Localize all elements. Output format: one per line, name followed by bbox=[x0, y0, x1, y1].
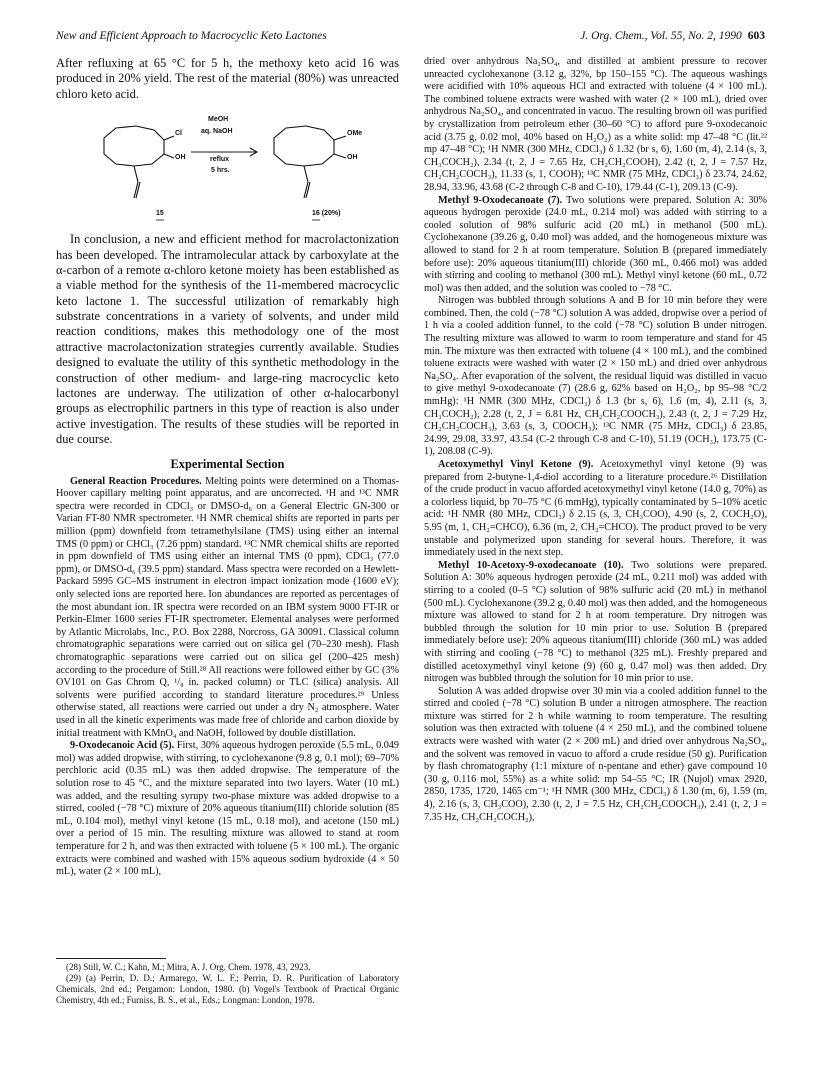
footnote-rule bbox=[56, 958, 166, 959]
reagent-reflux: reflux bbox=[210, 156, 230, 164]
reagent-time: 5 hrs. bbox=[211, 167, 230, 175]
chain-right bbox=[304, 166, 308, 182]
carbonyl-left bbox=[134, 182, 138, 198]
methyl-acetoxy-paragraph-2: Solution A was added dropwise over 30 min via a cooled addition funnel to the stirred and cooled (−78 °C) solution B under a nitrogen atmosphere. The reaction mixture was stirred for 2 h while warming to room temperature. The resulting solution was then extracted with toluene (4 × 250 mL), and the combined toluene extracts were washed with water (2 × 200 mL) and dried over anhydrous Na₂SO₄, and the solvent was removed in vacuo to afford a crude residue (50 g). Purification by flash chromatography (1:1 mixture of n-pentane and ether) gave compound 10 (30 g, 0.116 mol, 55%) as a white solid: mp 54–55 °C; IR (Nujol) νmax 2920, 2850, 1735, 1720, 1465 cm⁻¹; ¹H NMR (300 MHz, CDCl₃) δ 1.30 (m, 6), 1.59 (m, 4), 2.16 (s, 3, CH₃COO), 2.30 (t, 2, J = 7.5 Hz, CH₂CH₂COOCH₃), 2.41 (t, 2, J = 7.35 Hz, CH₂CH₂COCH₂), bbox=[424, 685, 767, 823]
footnote-28: (28) Still, W. C.; Kahn, M.; Mitra, A. J. Org. Chem. 1978, 43, 2923. bbox=[66, 962, 311, 972]
general-procedures-heading: General Reaction Procedures. bbox=[70, 475, 202, 487]
methyl-acetoxy-paragraph bbox=[424, 560, 767, 686]
general-procedures-text: Melting points were determined on a Thomas-Hoover capillary melting point apparatus, and are uncorrected. ¹H and ¹³C NMR spectra were recorded in CDCl₃ or DMSO-d₆ on a General Electric GN-300 or Varian FT-80 NMR spectrometer. ¹H NMR chemical shifts are reported in parts per million (ppm) downfield from tetramethylsilane (TMS) using either an internal TMS (0 ppm) or CHCl₃ (7.26 ppm) standard. ¹³C NMR chemical shifts are reported in ppm downfield of TMS using either an internal TMS (0 ppm), CDCl₃ (77.0 ppm), or DMSO-d₆ (39.5 ppm) standard. Mass spectra were recorded on a Hewlett-Packard 5995 GC–MS instrument in electron impact ionization mode (1600 eV); only selected ions are reported here. Ion abundances are reported as percentages of the most abundant ion. IR spectra were recorded on an IBM system 9000 FT-IR or Perkin-Elmer 1600 series FT-IR spectrometer. Elemental analyses were performed by Atlantic Microlabs, Inc., P.O. Box 2288, Norcross, GA 30091. Classical column chromatographic separations were carried out on silica gel (70–230 mesh). Flash chromatographic separations were carried out on silica gel (200–425 mesh) according to the procedure of Still.²⁸ All reactions were followed either by GC (3% OV101 on Gas Chrom Q, ¹/₈ in. packed column) or TLC (silica) analysis. All solvents were purified according to standard literature procedures.²⁹ Unless otherwise stated, all reactions were carried out under a dry N₂ atmosphere. Water used in all the kinetic experiments was made free of chloride and carbon dioxide by initial treatment with KMnO₄ and NaOH, followed by double distillation. bbox=[56, 475, 399, 739]
right-column bbox=[424, 56, 767, 824]
right-ring bbox=[274, 126, 334, 166]
label-oh-left: OH bbox=[175, 154, 186, 162]
carbonyl-right bbox=[304, 182, 308, 198]
oxodecanoic-acid-text: First, 30% aqueous hydrogen peroxide (5.5 mL, 0.049 mol) was added dropwise, with stirring, to cyclohexanone (9.8 g, 0.1 mol); 69–70% perchloric acid (0.35 mL) was then added dropwise. The temperature of the solution rose to 45 °C, and the mixture separated into two layers. Water (10 mL) was added, and the resulting syrupy two-phase mixture was added dropwise to a stirred, cooled (−78 °C) mixture of 20% aqueous titanium(III) chloride solution (85 mL, 0.104 mol), methyl vinyl ketone (15 mL, 0.18 mol), and acetone (150 mL) over a period of 15 min. The resulting mixture was allowed to stand at room temperature for 2 h, and was then extracted with toluene (5 × 100 mL). The organic extracts were combined and washed with 15% aqueous sodium hydroxide (4 × 50 mL), water (2 × 100 mL), bbox=[56, 740, 399, 878]
journal-citation bbox=[580, 30, 765, 42]
methyl-acetoxy-heading: Methyl 10-Acetoxy-9-oxodecanoate (10). bbox=[438, 559, 624, 571]
methyl-acetoxy-text: Two solutions were prepared. Solution A: 30% aqueous hydrogen peroxide (24 mL, 0.211 mol) was added with stirring to a cooled (0–5 °C) solution of 98% sulfuric acid (20 mL) in methanol (500 mL). Cyclohexanone (39.2 g, 0.40 mol) was then added, and the homogeneous mixture was allowed to stand for 2 h at room temperature. Dry nitrogen was bubbled through the solution for 10 min prior to use. Solution B (prepared immediately before use): 20% aqueous titanium(III) chloride (360 mL) was added with stirring and cooling (−78 °C) to methanol (325 mL). Freshly prepared and distilled acetoxymethyl vinyl ketone (9) (60 g, 0.47 mol) was then added. Dry nitrogen was bubbled through the solution for 10 min prior to use. bbox=[424, 559, 767, 685]
general-procedures-paragraph bbox=[56, 476, 399, 740]
running-header bbox=[56, 30, 765, 48]
oxodecanoic-acid-heading: 9-Oxodecanoic Acid (5). bbox=[70, 740, 175, 752]
ome-bond bbox=[334, 136, 346, 140]
methyl-oxodecanoate-paragraph bbox=[424, 195, 767, 296]
intro-paragraph: After refluxing at 65 °C for 5 h, the methoxy keto acid 16 was produced in 20% yield. The rest of the material (80%) was unreacted chloro keto acid. bbox=[56, 56, 399, 101]
acetoxymethyl-ketone-paragraph bbox=[424, 459, 767, 560]
compound-16-label: 16 (20%) bbox=[312, 210, 341, 218]
reaction-scheme bbox=[56, 106, 399, 224]
compound-15-label: 15 bbox=[156, 210, 164, 218]
label-oh-right: OH bbox=[347, 154, 358, 162]
chain-left bbox=[134, 166, 138, 182]
acetoxymethyl-ketone-heading: Acetoxymethyl Vinyl Ketone (9). bbox=[438, 459, 594, 470]
footnote-29: (29) (a) Perrin, D. D.; Armarego, W. L. F.; Perrin, D. R. Purification of Laboratory Chemicals, 2nd ed.; Pergamon: London, 1980. (b) Vogel's Textbook of Practical Organic Chemistry, 4th ed.; Furniss, B. S., et al., Eds.; Longman: London, 1978. bbox=[56, 972, 399, 1005]
reagent-methanol: MeOH bbox=[208, 116, 229, 124]
left-ring bbox=[104, 126, 164, 166]
continued-paragraph: dried over anhydrous Na₂SO₄, and distilled at ambient pressure to recover unreacted cyclohexanone (3.12 g, 32%, bp 150–155 °C). The aqueous washings were acidified with 10% aqueous HCl and extracted with toluene (4 × 100 mL). The combined toluene extracts were washed with water (2 × 100 mL), dried over anhydrous Na₂SO₄, and concentrated in vacuo. The resulting brown oil was purified by crystallization from petroleum ether (30–60 °C) to afford pure 9-oxodecanoic acid (3.75 g, 0.02 mol, 40% based on H₂O₂) as a white solid: mp 47–48 °C (lit.²² mp 47–48 °C); ¹H NMR (300 MHz, CDCl₃) δ 1.32 (br s, 6), 1.60 (m, 4), 2.14 (s, 3, CH₃COCH₂), 2.34 (t, 2, J = 7.65 Hz, CH₂CH₂COOH), 2.42 (t, 2, J = 7.57 Hz, CH₂CH₂COCH₃), 11.33 (s, 1, COOH); ¹³C NMR (75 MHz, CDCl₃) δ 23.74, 24.62, 28.94, 33.96, 43.68 (C-2 through C-8 and C-10), 179.44 (C-1), 209.13 (C-9). bbox=[424, 56, 767, 193]
reagent-naoh: aq. NaOH bbox=[201, 128, 233, 136]
footnotes bbox=[56, 962, 399, 1006]
conclusion-paragraph: In conclusion, a new and efficient method for macrolactonization has been developed. The intramolecular attack by carboxylate at the α-carbon of a remote α-chloro ketone moiety has been established as a viable method for the synthesis of the 11-membered macrocyclic keto lactone 1. The successful utilization of remarkably high substrate concentrations in a variety of solvents, and under mild reaction conditions, makes this methodology one of the most attractive macrolactonization strategies currently available. Studies designed to evaluate the utility of this synthetic methodology in the construction of other medium- and large-ring macrocyclic keto lactones are underway. The utilization of other α-halocarbonyl groups as electrophilic partners in this type of reaction is also under active investigation. The results of these studies will be reported in due course. bbox=[56, 232, 399, 446]
cl-bond bbox=[164, 136, 174, 140]
methyl-oxodecanoate-heading: Methyl 9-Oxodecanoate (7). bbox=[438, 194, 563, 206]
label-cl: Cl bbox=[175, 130, 182, 138]
oh-bond-right bbox=[334, 154, 346, 158]
acetoxymethyl-ketone-text: Acetoxymethyl vinyl ketone (9) was prepared from 2-butyne-1,4-diol according to a literature procedure.²⁶ Distillation of the crude product in vacuo afforded acetoxymethyl vinyl ketone (14.0 g, 70%) as a colorless liquid, bp 70–75 °C (6 mmHg), typically contaminated by 5–10% acetic acid: ¹H NMR (80 MHz, CDCl₃) δ 2.15 (s, 3, CH₃COO), 4.90 (s, 2, COCH₂O), 5.95 (m, 1, CH₂=CHCO), 6.36 (m, 2, CH₂=CHCO). The product proved to be very unstable and polymerized upon standing for several hours. Therefore, it was immediately used in the next step. bbox=[424, 459, 768, 559]
methyl-oxodecanoate-text: Two solutions were prepared. Solution A: 30% aqueous hydrogen peroxide (24.0 mL, 0.214 mol) was added with stirring to a cooled solution of 98% sulfuric acid (20 mL) in methanol (500 mL). Cyclohexanone (39.26 g, 0.40 mol) was added, and the homogeneous mixture was allowed to stand for 2 h at room temperature. Solution B (prepared immediately before use): 20% aqueous titanium(III) chloride (360 mL, 0.466 mol) was added with stirring and cooling to methanol (300 mL). Methyl vinyl ketone (60 mL, 0.72 mol) was then added, and the solution was cooled to −78 °C. bbox=[424, 194, 767, 294]
methyl-oxodecanoate-paragraph-2: Nitrogen was bubbled through solutions A and B for 10 min before they were combined. Then, the cold (−78 °C) solution A was added, dropwise over a period of 1 h via a cooled addition funnel, to the cold (−78 °C) solution B under nitrogen. The resulting mixture was allowed to warm to room temperature and stand for 45 min. The mixture was then extracted with toluene (4 × 100 mL), and the combined toluene extracts were washed with water (2 × 150 mL) and dried over anhydrous Na₂SO₄. After evaporation of the solvent, the residual liquid was distilled in vacuo to give methyl 9-oxodecanoate (7) (28.6 g, 62% based on H₂O₂, bp 95–98 °C/2 mmHg): ¹H NMR (300 MHz, CDCl₃) δ 1.3 (br s, 6), 1.6 (m, 4), 2.11 (s, 3, CH₃COCH₂), 2.28 (t, 2, J = 6.81 Hz, CH₂CH₂COOCH₃), 2.43 (t, 2, J = 7.29 Hz, CH₂CH₂COCH₃), 3.63 (s, 3, COOCH₃); ¹³C NMR (75 MHz, CDCl₃) δ 23.85, 24.99, 29.08, 33.97, 43.54 (C-2 through C-8 and C-10), 51.19 (OCH₃), 173.75 (C-1), 208.08 (C-9). bbox=[424, 295, 767, 458]
label-ome: OMe bbox=[347, 130, 363, 138]
running-title: New and Efficient Approach to Macrocyclic Keto Lactones bbox=[56, 30, 327, 42]
journal-name: J. Org. Chem., Vol. 55, No. 2, 1990 bbox=[580, 30, 742, 42]
left-column bbox=[56, 56, 399, 879]
section-heading-experimental: Experimental Section bbox=[170, 457, 285, 472]
page-number: 603 bbox=[747, 30, 765, 42]
oh-bond-left bbox=[164, 154, 174, 158]
oxodecanoic-acid-paragraph bbox=[56, 740, 399, 879]
